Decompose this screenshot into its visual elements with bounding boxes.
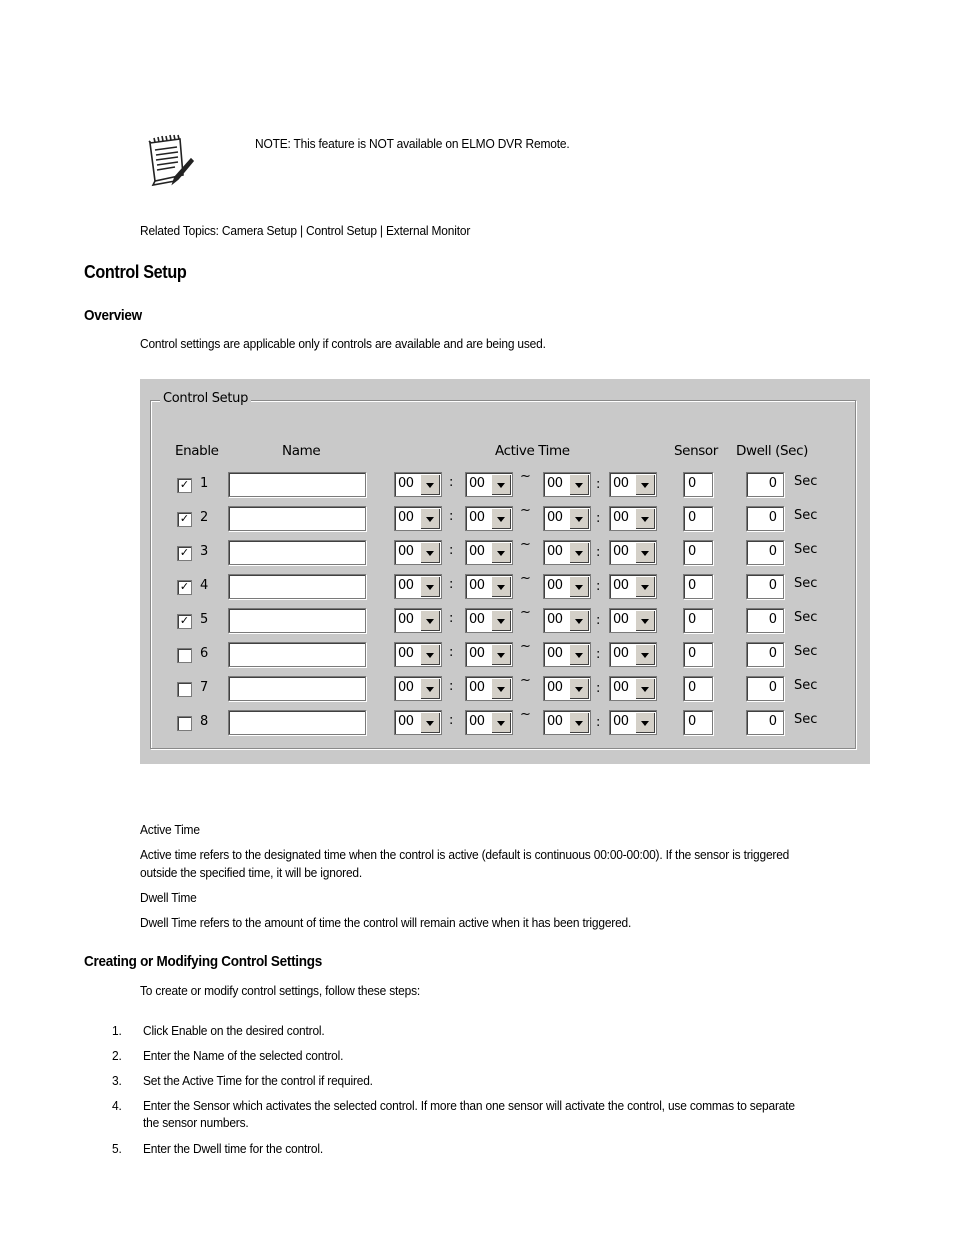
step-number: 4.	[112, 1098, 122, 1113]
dwell-input[interactable]: 0	[746, 472, 784, 497]
time-colon: :	[449, 645, 454, 660]
dwell-input[interactable]: 0	[746, 574, 784, 599]
control-name-input[interactable]	[228, 540, 366, 565]
chevron-down-icon[interactable]	[635, 644, 655, 665]
time-colon: :	[449, 475, 454, 490]
control-name-input[interactable]	[228, 642, 366, 667]
control-name-input[interactable]	[228, 506, 366, 531]
step-text-continued: the sensor numbers.	[143, 1115, 249, 1130]
chevron-down-icon[interactable]	[420, 678, 440, 699]
sensor-input[interactable]: 0	[683, 676, 713, 701]
control-number: 6	[200, 646, 209, 661]
active-time-term: Active Time	[140, 822, 200, 837]
chevron-down-icon[interactable]	[491, 474, 511, 495]
step-number: 3.	[112, 1073, 122, 1088]
control-number: 4	[200, 578, 209, 593]
control-number: 2	[200, 510, 209, 525]
sec-label: Sec	[794, 508, 818, 523]
active-time-text-line2: outside the specified time, it will be ignored.	[140, 865, 363, 880]
chevron-down-icon[interactable]	[420, 474, 440, 495]
sensor-input[interactable]: 0	[683, 574, 713, 599]
overview-text: Control settings are applicable only if controls are available and are being used.	[140, 336, 546, 351]
control-name-input[interactable]	[228, 608, 366, 633]
chevron-down-icon[interactable]	[635, 712, 655, 733]
chevron-down-icon[interactable]	[491, 576, 511, 597]
dwell-input[interactable]: 0	[746, 710, 784, 735]
start-hour-select[interactable]: 00	[394, 506, 442, 531]
start-minute-select[interactable]: 00	[465, 676, 513, 701]
start-hour-select[interactable]: 00	[394, 608, 442, 633]
step-text: Enter the Dwell time for the control.	[143, 1141, 323, 1156]
start-minute-select[interactable]: 00	[465, 710, 513, 735]
start-hour-select[interactable]: 00	[394, 642, 442, 667]
creating-intro: To create or modify control settings, follow these steps:	[140, 983, 421, 998]
end-minute-select[interactable]: 00	[609, 710, 657, 735]
time-colon: :	[449, 543, 454, 558]
time-colon: :	[596, 511, 601, 526]
time-range-tilde: ~	[520, 707, 531, 722]
chevron-down-icon[interactable]	[420, 576, 440, 597]
dwell-time-term: Dwell Time	[140, 890, 197, 905]
control-number: 5	[200, 612, 209, 627]
step-number: 2.	[112, 1048, 122, 1063]
control-row	[140, 708, 870, 738]
time-colon: :	[449, 611, 454, 626]
time-colon: :	[449, 713, 454, 728]
time-colon: :	[596, 477, 601, 492]
start-hour-select[interactable]: 00	[394, 540, 442, 565]
enable-checkbox[interactable]: ✓	[177, 580, 192, 595]
dwell-input[interactable]: 0	[746, 506, 784, 531]
start-minute-select[interactable]: 00	[465, 574, 513, 599]
enable-checkbox[interactable]	[177, 716, 192, 731]
chevron-down-icon[interactable]	[569, 610, 589, 631]
start-minute-select[interactable]: 00	[465, 506, 513, 531]
chevron-down-icon[interactable]	[569, 576, 589, 597]
time-colon: :	[449, 679, 454, 694]
start-hour-select[interactable]: 00	[394, 574, 442, 599]
end-hour-select[interactable]: 00	[543, 676, 591, 701]
time-range-tilde: ~	[520, 503, 531, 518]
sensor-input[interactable]: 0	[683, 642, 713, 667]
chevron-down-icon[interactable]	[420, 644, 440, 665]
dwell-input[interactable]: 0	[746, 540, 784, 565]
sec-label: Sec	[794, 610, 818, 625]
end-hour-select[interactable]: 00	[543, 642, 591, 667]
chevron-down-icon[interactable]	[569, 508, 589, 529]
time-colon: :	[596, 715, 601, 730]
step-number: 1.	[112, 1023, 122, 1038]
time-colon: :	[596, 647, 601, 662]
control-name-input[interactable]	[228, 676, 366, 701]
chevron-down-icon[interactable]	[491, 644, 511, 665]
time-colon: :	[596, 681, 601, 696]
end-hour-select[interactable]: 00	[543, 710, 591, 735]
chevron-down-icon[interactable]	[420, 712, 440, 733]
overview-heading: Overview	[84, 307, 142, 324]
sensor-input[interactable]: 0	[683, 608, 713, 633]
sec-label: Sec	[794, 678, 818, 693]
chevron-down-icon[interactable]	[635, 678, 655, 699]
note-text: NOTE: This feature is NOT available on ELMO DVR Remote.	[255, 136, 570, 151]
sensor-input[interactable]: 0	[683, 506, 713, 531]
active-time-text-line1: Active time refers to the designated time when the control is active (default is continuous 00:00-00:00). If the sensor is triggered	[140, 847, 790, 862]
sec-label: Sec	[794, 712, 818, 727]
time-range-tilde: ~	[520, 605, 531, 620]
control-row	[140, 606, 870, 636]
control-number: 8	[200, 714, 209, 729]
sec-label: Sec	[794, 474, 818, 489]
control-row	[140, 538, 870, 568]
time-range-tilde: ~	[520, 537, 531, 552]
chevron-down-icon[interactable]	[569, 712, 589, 733]
chevron-down-icon[interactable]	[491, 610, 511, 631]
enable-checkbox[interactable]: ✓	[177, 512, 192, 527]
start-minute-select[interactable]: 00	[465, 472, 513, 497]
step-number: 5.	[112, 1141, 122, 1156]
step-text: Click Enable on the desired control.	[143, 1023, 325, 1038]
enable-checkbox[interactable]: ✓	[177, 478, 192, 493]
enable-checkbox[interactable]: ✓	[177, 546, 192, 561]
start-minute-select[interactable]: 00	[465, 608, 513, 633]
note-pad-icon	[145, 133, 195, 188]
time-range-tilde: ~	[520, 639, 531, 654]
chevron-down-icon[interactable]	[569, 644, 589, 665]
end-hour-select[interactable]: 00	[543, 574, 591, 599]
enable-checkbox[interactable]: ✓	[177, 614, 192, 629]
control-row	[140, 674, 870, 704]
time-range-tilde: ~	[520, 571, 531, 586]
chevron-down-icon[interactable]	[635, 610, 655, 631]
chevron-down-icon[interactable]	[491, 678, 511, 699]
related-topics: Related Topics: Camera Setup | Control Setup | External Monitor	[140, 223, 471, 238]
control-number: 7	[200, 680, 209, 695]
group-box-title: Control Setup	[160, 391, 251, 406]
end-minute-select[interactable]: 00	[609, 574, 657, 599]
control-number: 3	[200, 544, 209, 559]
sec-label: Sec	[794, 644, 818, 659]
end-minute-select[interactable]: 00	[609, 608, 657, 633]
chevron-down-icon[interactable]	[569, 542, 589, 563]
end-hour-select[interactable]: 00	[543, 540, 591, 565]
chevron-down-icon[interactable]	[491, 542, 511, 563]
chevron-down-icon[interactable]	[635, 576, 655, 597]
dwell-input[interactable]: 0	[746, 642, 784, 667]
chevron-down-icon[interactable]	[491, 508, 511, 529]
enable-checkbox[interactable]	[177, 648, 192, 663]
time-colon: :	[596, 545, 601, 560]
chevron-down-icon[interactable]	[420, 542, 440, 563]
sensor-input[interactable]: 0	[683, 472, 713, 497]
creating-heading: Creating or Modifying Control Settings	[84, 953, 322, 970]
sensor-input[interactable]: 0	[683, 710, 713, 735]
start-hour-select[interactable]: 00	[394, 472, 442, 497]
sensor-input[interactable]: 0	[683, 540, 713, 565]
step-text: Enter the Sensor which activates the selected control. If more than one sensor will activate the control, use commas to separate	[143, 1098, 795, 1113]
end-hour-select[interactable]: 00	[543, 608, 591, 633]
control-name-input[interactable]	[228, 574, 366, 599]
chevron-down-icon[interactable]	[569, 474, 589, 495]
header-enable: Enable	[175, 443, 219, 459]
end-minute-select[interactable]: 00	[609, 540, 657, 565]
chevron-down-icon[interactable]	[635, 508, 655, 529]
chevron-down-icon[interactable]	[569, 678, 589, 699]
chevron-down-icon[interactable]	[420, 610, 440, 631]
end-hour-select[interactable]: 00	[543, 472, 591, 497]
end-minute-select[interactable]: 00	[609, 676, 657, 701]
chevron-down-icon[interactable]	[420, 508, 440, 529]
control-row	[140, 470, 870, 500]
dwell-time-text: Dwell Time refers to the amount of time the control will remain active when it has been triggered.	[140, 915, 632, 930]
time-range-tilde: ~	[520, 469, 531, 484]
control-row	[140, 572, 870, 602]
time-range-tilde: ~	[520, 673, 531, 688]
end-minute-select[interactable]: 00	[609, 506, 657, 531]
control-setup-dialog	[140, 379, 870, 764]
control-number: 1	[200, 476, 209, 491]
control-row	[140, 504, 870, 534]
time-colon: :	[449, 577, 454, 592]
chevron-down-icon[interactable]	[635, 474, 655, 495]
start-minute-select[interactable]: 00	[465, 540, 513, 565]
start-hour-select[interactable]: 00	[394, 676, 442, 701]
time-colon: :	[596, 579, 601, 594]
end-minute-select[interactable]: 00	[609, 642, 657, 667]
chevron-down-icon[interactable]	[635, 542, 655, 563]
page-title: Control Setup	[84, 262, 187, 282]
start-minute-select[interactable]: 00	[465, 642, 513, 667]
sec-label: Sec	[794, 576, 818, 591]
dwell-input[interactable]: 0	[746, 676, 784, 701]
enable-checkbox[interactable]	[177, 682, 192, 697]
header-sensor: Sensor	[674, 443, 718, 459]
time-colon: :	[449, 509, 454, 524]
control-name-input[interactable]	[228, 710, 366, 735]
chevron-down-icon[interactable]	[491, 712, 511, 733]
header-dwell: Dwell (Sec)	[736, 443, 808, 459]
header-active-time: Active Time	[495, 443, 570, 459]
time-colon: :	[596, 613, 601, 628]
start-hour-select[interactable]: 00	[394, 710, 442, 735]
control-row	[140, 640, 870, 670]
end-hour-select[interactable]: 00	[543, 506, 591, 531]
header-name: Name	[282, 443, 321, 459]
step-text: Enter the Name of the selected control.	[143, 1048, 344, 1063]
dwell-input[interactable]: 0	[746, 608, 784, 633]
sec-label: Sec	[794, 542, 818, 557]
end-minute-select[interactable]: 00	[609, 472, 657, 497]
step-text: Set the Active Time for the control if required.	[143, 1073, 373, 1088]
control-name-input[interactable]	[228, 472, 366, 497]
